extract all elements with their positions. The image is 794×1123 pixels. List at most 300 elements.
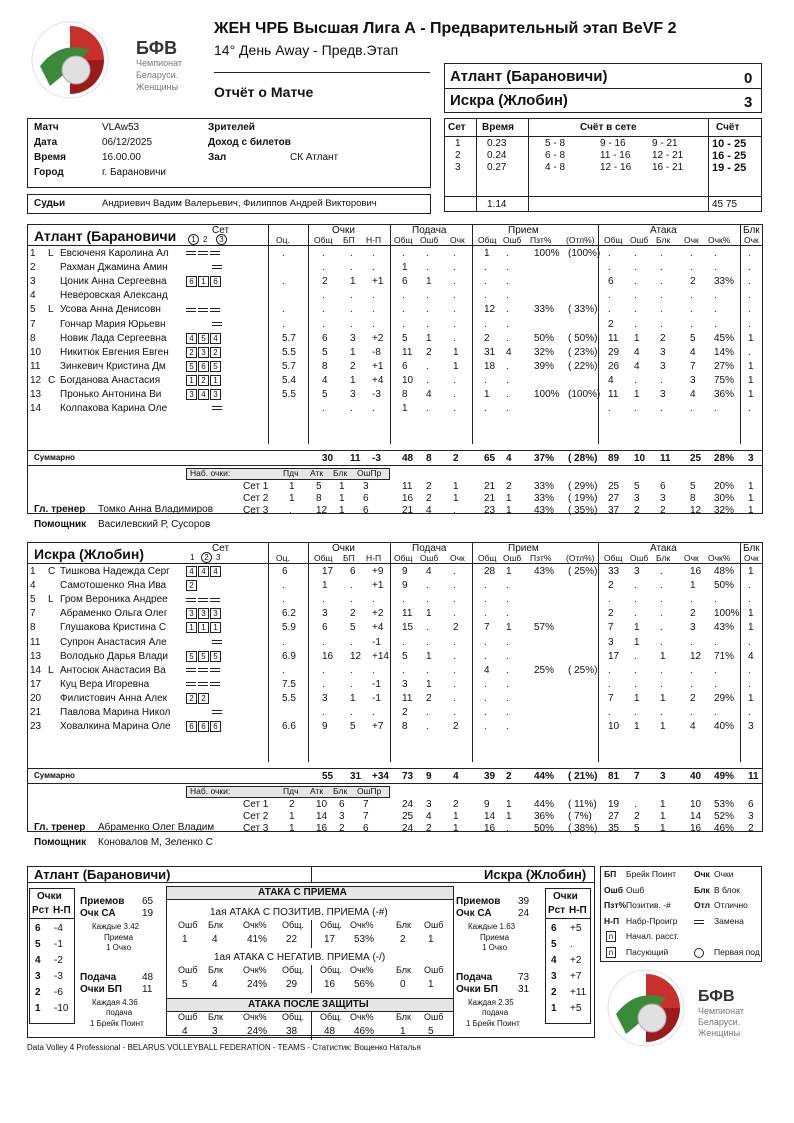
player-attack: 7: [690, 360, 696, 372]
set-positions: [186, 347, 222, 358]
rule: [390, 224, 391, 444]
set-row-points: 10: [316, 799, 328, 810]
summary-serve: 4: [453, 771, 459, 782]
player-serve: .: [453, 262, 456, 274]
col-err: Ошб: [420, 553, 439, 563]
player-points: 8: [322, 360, 328, 372]
player-attack: .: [634, 678, 637, 690]
player-reception: .: [506, 403, 509, 415]
stat-note: 1 Брейк Поинт: [466, 1019, 520, 1028]
player-reception: 1: [506, 566, 512, 577]
rule: [308, 542, 309, 762]
match-info-value2: СК Атлант: [290, 152, 339, 163]
player-reception: .: [484, 608, 487, 620]
set-final-score: 10 - 25: [712, 138, 747, 150]
set-row-points: 2: [289, 799, 295, 810]
substitution-mark: [694, 920, 704, 924]
player-serve: 2: [426, 346, 432, 358]
set-score-21: 16 - 21: [652, 162, 684, 173]
set-positions: [186, 721, 222, 732]
player-attack: .: [714, 403, 717, 415]
set-positions: [186, 262, 224, 273]
player-number: 13: [30, 389, 42, 400]
set-positions: [186, 693, 210, 704]
set-row-attack: 5: [634, 823, 640, 834]
player-attack: .: [690, 318, 693, 330]
player-serve: 5: [402, 650, 408, 662]
set-row-points: 8: [316, 493, 322, 504]
starting-position: 4: [186, 333, 197, 344]
stat-label: Подача: [456, 972, 493, 983]
set-positions: [186, 403, 224, 414]
set-row-reception: 23: [484, 505, 496, 516]
rotation-value: -4: [54, 923, 63, 934]
player-attack: 16: [690, 566, 702, 577]
player-number: 14: [30, 664, 42, 676]
player-name: Куц Вера Игоревна: [60, 678, 150, 690]
set-number: 1: [455, 138, 461, 149]
player-points: 5: [322, 346, 328, 358]
player-rating: 6.6: [282, 721, 296, 733]
col-attack: Атака: [650, 225, 677, 236]
col-np: Н-П: [366, 235, 382, 245]
summary-points: +34: [372, 771, 389, 782]
player-attack: 14%: [714, 346, 735, 358]
stat-note: Каждая 2.35: [468, 998, 514, 1007]
player-name: Филистович Анна Алек: [60, 692, 168, 704]
player-number: 12: [30, 374, 42, 386]
col-ptspct: Очк%: [708, 235, 731, 245]
set-row-attack: 53%: [714, 799, 735, 810]
player-points: 16: [322, 650, 334, 662]
sets-table-header: Счёт: [716, 122, 740, 133]
stat-label: Очки БП: [456, 984, 498, 995]
stat-note: подача: [106, 1008, 133, 1017]
starting-position: 1: [198, 622, 209, 633]
player-attack: .: [608, 678, 611, 690]
attack-value: 1: [428, 979, 434, 990]
player-serve: 1: [426, 332, 432, 344]
starting-position: 6: [210, 276, 221, 287]
attack-header: Блк: [396, 920, 411, 930]
set-row-points: 5: [316, 481, 322, 492]
set-row-serve: 21: [402, 505, 414, 516]
player-rating: .: [282, 318, 285, 330]
col-err: Ошб: [630, 553, 649, 563]
set-positions: [186, 608, 222, 619]
starting-position: 3: [198, 608, 209, 619]
set-row-attack: 2: [660, 505, 666, 516]
player-block: 1: [748, 692, 754, 704]
player-rating: .: [282, 594, 285, 606]
set-row-reception: ( 7%): [568, 811, 592, 822]
stat-label: Очк СА: [456, 908, 492, 919]
player-reception: 100%: [534, 389, 560, 400]
player-block: .: [748, 580, 751, 592]
substitute-mark: [186, 682, 196, 686]
player-reception: 4: [506, 346, 512, 358]
player-number: 11: [30, 360, 41, 372]
summary-attack: 3: [660, 771, 666, 782]
player-rating: .: [282, 276, 285, 288]
set-row-reception: 14: [484, 811, 496, 822]
col-err: Ошб: [503, 553, 522, 563]
stat-label: Приемов: [456, 896, 501, 907]
player-points: 2: [322, 276, 328, 288]
col-total: Общ: [478, 235, 497, 245]
attack-header: Блк: [396, 1012, 411, 1022]
starting-position: 6: [186, 721, 197, 732]
player-name: Богданова Анастасия: [60, 374, 161, 386]
set-row-reception: ( 35%): [568, 505, 598, 516]
set-row-attack: 52%: [714, 811, 735, 822]
set-row-attack: 3: [634, 493, 640, 504]
attack-value: 17: [324, 934, 336, 945]
summary-label: Суммарно: [34, 453, 75, 462]
substitute-mark: [198, 682, 208, 686]
set-row-reception: 1: [506, 505, 512, 516]
player-rating: .: [282, 580, 285, 592]
attack-value: 0: [400, 979, 406, 990]
starting-position: 6: [198, 361, 209, 372]
player-serve: .: [453, 248, 456, 259]
set-score-21: 12 - 21: [652, 150, 684, 161]
set-row-points: 1: [289, 493, 295, 504]
player-rating: 5.5: [282, 389, 296, 400]
player-number: 3: [30, 276, 36, 288]
starting-position: 5: [210, 651, 221, 662]
player-reception: .: [506, 678, 509, 690]
player-attack: .: [660, 318, 663, 330]
set-row-reception: ( 11%): [568, 799, 597, 810]
set-row-points: 16: [316, 823, 328, 834]
summary-reception: 2: [506, 771, 512, 782]
rotation-value: .: [570, 939, 573, 950]
set-positions: [186, 375, 222, 386]
player-reception: .: [506, 276, 509, 288]
player-points: .: [372, 664, 375, 676]
col-serve: Подача: [412, 225, 447, 236]
set-row-reception: 9: [484, 799, 490, 810]
attack-value: 4: [182, 1026, 188, 1037]
player-attack: .: [690, 262, 693, 274]
set-mark: 3: [216, 234, 227, 245]
set-row-points: 12: [316, 505, 328, 516]
player-attack: 33%: [714, 276, 735, 288]
player-reception: 7: [484, 622, 490, 634]
set-positions: [186, 707, 224, 718]
player-points: .: [372, 403, 375, 415]
attack-value: 4: [212, 934, 218, 945]
player-rating: 5.7: [282, 332, 296, 344]
rule: [311, 920, 312, 948]
starting-position: 3: [210, 608, 221, 619]
player-attack: .: [690, 248, 693, 259]
player-attack: 12: [690, 650, 702, 662]
coach-name: Абраменко Олег Владим: [98, 822, 215, 833]
player-block: .: [748, 636, 751, 648]
logo-title-bottom: БФВ: [698, 988, 735, 1005]
player-number: 10: [30, 346, 42, 358]
player-reception: .: [506, 692, 509, 704]
player-number: 5: [30, 594, 36, 606]
footer-text: Data Volley 4 Professional - BELARUS VOLLEYBALL FEDERATION - TEAMS - Статистик: Вощенко Наталья: [27, 1043, 421, 1052]
score-team-a: Атлант (Барановичи): [450, 68, 608, 85]
player-serve: .: [402, 594, 405, 606]
set-points-label: Наб. очки:: [190, 468, 231, 478]
set-row-reception: 1: [506, 799, 512, 810]
rotation-title: Очки: [553, 891, 578, 902]
player-rating: 6.9: [282, 650, 296, 662]
player-reception: 18: [484, 360, 496, 372]
set-row-reception: 1: [506, 811, 512, 822]
summary-serve: 8: [426, 453, 432, 464]
player-reception: 57%: [534, 622, 555, 634]
col-bp: БП: [343, 235, 355, 245]
set-row-points: 1: [339, 505, 345, 516]
player-attack: 11: [608, 332, 619, 344]
set-points-header: Пдч: [283, 468, 299, 478]
player-attack: .: [608, 290, 611, 302]
attack-header: Общ.: [282, 1012, 305, 1022]
summary-label: Суммарно: [34, 771, 75, 780]
player-attack: .: [634, 276, 637, 288]
player-points: .: [350, 290, 353, 302]
player-block: .: [748, 262, 751, 274]
player-points: .: [350, 248, 353, 259]
attack-value: 1: [428, 934, 434, 945]
player-points: 5: [350, 721, 356, 733]
set-points-header: Атк: [310, 786, 324, 796]
player-serve: 6: [402, 276, 408, 288]
col-err: Ошб: [420, 235, 439, 245]
attack-value: 5: [182, 979, 188, 990]
rotation-value: +11: [570, 987, 587, 998]
player-points: .: [350, 664, 353, 676]
player-attack: .: [660, 262, 663, 274]
set-row-serve: 16: [402, 493, 414, 504]
player-role: L: [48, 304, 54, 316]
player-block: .: [748, 248, 751, 259]
summary-attack: 10: [634, 453, 646, 464]
match-info-value: г. Барановичи: [102, 167, 167, 178]
player-attack: 1: [634, 332, 640, 344]
set-positions: [186, 637, 224, 648]
col-total: Общ: [314, 553, 333, 563]
player-attack: 3: [690, 374, 696, 386]
player-block: 1: [748, 374, 754, 386]
col-block: Блк: [743, 543, 760, 554]
set-row-label: Сет 3: [243, 505, 269, 516]
attack-header: Общ.: [282, 920, 305, 930]
legend-key2: Отл: [694, 900, 711, 910]
summary-attack: 81: [608, 771, 620, 782]
player-points: .: [372, 248, 375, 259]
col-pos: Пзт%: [530, 235, 552, 245]
stat-value: 19: [142, 908, 154, 919]
player-attack: 2: [690, 608, 696, 620]
attack-value: 46%: [354, 1026, 375, 1037]
player-serve: 2: [402, 707, 408, 718]
player-points: -1: [372, 636, 381, 648]
attack-value: 16: [324, 979, 336, 990]
attack-header: Блк: [208, 965, 223, 975]
attack-value: 24%: [247, 1026, 268, 1037]
substitute-mark: [212, 710, 222, 714]
player-points: .: [372, 304, 375, 316]
attack-value: 3: [212, 1026, 218, 1037]
bottom-team-b: Искра (Жлобин): [484, 867, 587, 882]
player-block: .: [748, 318, 751, 330]
rule: [476, 118, 477, 212]
rotation-number: 2: [551, 987, 557, 998]
stat-note: 1 Очко: [482, 943, 508, 952]
player-attack: .: [714, 304, 717, 316]
rule: [444, 136, 762, 137]
player-attack: .: [660, 580, 663, 592]
player-number: 7: [30, 318, 36, 330]
player-serve: .: [426, 664, 429, 676]
stat-note: Приема: [104, 933, 134, 942]
player-name: Володько Дарья Влади: [60, 650, 168, 662]
player-attack: .: [660, 248, 663, 259]
player-serve: .: [402, 290, 405, 302]
legend-desc2: Первая под: [714, 946, 760, 957]
starting-position: 2: [210, 347, 221, 358]
legend-desc2: Очки: [714, 869, 734, 879]
player-serve: .: [402, 304, 405, 316]
player-block: .: [748, 304, 751, 316]
legend-key2: Блк: [694, 884, 710, 895]
set-row-points: 6: [339, 799, 345, 810]
summary-reception: ( 28%): [568, 453, 598, 464]
col-pts: Очк: [684, 235, 699, 245]
player-serve: .: [453, 594, 456, 606]
logo-line1-bottom: Чемпионат: [698, 1006, 744, 1016]
player-number: 4: [30, 290, 36, 302]
attack-value: 22: [286, 934, 298, 945]
player-serve: .: [426, 360, 429, 372]
attack-header: Ошб: [424, 920, 444, 930]
player-name: Гром Вероника Андрее: [60, 594, 168, 606]
player-serve: .: [426, 262, 429, 274]
player-attack: .: [660, 566, 663, 577]
set-time: 0.23: [487, 138, 507, 149]
stat-label: Очк СА: [80, 908, 116, 919]
page-title: ЖЕН ЧРБ Высшая Лига А - Предварительный этап BeVF 2: [214, 20, 677, 37]
player-serve: 6: [402, 360, 408, 372]
set-positions: [186, 333, 222, 344]
starting-position: 4: [210, 566, 221, 577]
starting-position: 3: [186, 389, 197, 400]
set-points-header: Блк: [333, 786, 348, 796]
rule: [740, 224, 741, 444]
player-points: .: [322, 664, 325, 676]
player-number: 14: [30, 403, 42, 415]
rule: [472, 542, 473, 762]
player-serve: 11: [402, 608, 413, 620]
player-points: .: [350, 594, 353, 606]
substitute-mark: [198, 598, 208, 602]
player-points: .: [350, 678, 353, 690]
player-points: .: [372, 290, 375, 302]
set-row-block: 2: [748, 823, 754, 834]
player-serve: 1: [453, 360, 459, 372]
player-points: .: [322, 318, 325, 330]
player-attack: .: [660, 403, 663, 415]
player-serve: .: [453, 318, 456, 330]
player-points: 3: [322, 692, 328, 704]
player-attack: .: [690, 707, 693, 718]
starting-position: 1: [198, 276, 209, 287]
attack-header: Ошб: [424, 1012, 444, 1022]
set-time: 0.27: [487, 162, 507, 173]
match-info-label: Город: [34, 167, 64, 178]
starting-position: 6: [186, 276, 197, 287]
player-attack: .: [634, 262, 637, 274]
player-serve: 1: [426, 678, 432, 690]
rotation-col: Рст: [32, 905, 50, 916]
player-serve: .: [426, 403, 429, 415]
player-attack: .: [660, 608, 663, 620]
substitute-mark: [210, 668, 220, 672]
player-reception: .: [506, 594, 509, 606]
player-attack: 71%: [714, 650, 735, 662]
player-attack: .: [690, 290, 693, 302]
set-row-block: 3: [748, 811, 754, 822]
player-points: 3: [350, 332, 356, 344]
set-positions: [186, 594, 222, 605]
player-points: -1: [372, 692, 381, 704]
player-name: Глушакова Кристина С: [60, 622, 167, 634]
stat-value: 24: [518, 908, 530, 919]
player-number: 23: [30, 721, 42, 733]
rotation-col: Н-П: [569, 905, 587, 916]
col-points: Очки: [332, 225, 355, 236]
set-final-score: 19 - 25: [712, 162, 747, 174]
sets-table-header: Счёт в сете: [580, 122, 637, 133]
set-points-header: ОшПр: [357, 786, 382, 796]
summary-points: 31: [350, 771, 362, 782]
attack-header: Очк%: [243, 1012, 267, 1022]
summary-serve: 2: [453, 453, 459, 464]
player-serve: .: [453, 566, 456, 577]
rule: [472, 224, 473, 444]
player-points: 12: [350, 650, 362, 662]
player-reception: 1: [484, 389, 490, 400]
player-attack: .: [608, 664, 611, 676]
player-serve: .: [453, 707, 456, 718]
player-attack: .: [690, 594, 693, 606]
set-row-points: 7: [363, 811, 369, 822]
player-points: 3: [322, 608, 328, 620]
player-block: 3: [748, 721, 754, 733]
substitute-mark: [210, 308, 220, 312]
sets-table-header: Сет: [448, 122, 466, 133]
rule: [268, 542, 269, 762]
referees-label: Судьи: [34, 198, 66, 209]
player-points: .: [350, 580, 353, 592]
set-row-reception: 44%: [534, 799, 555, 810]
attack-header: Блк: [396, 965, 411, 975]
assistant-label: Помощник: [34, 837, 87, 848]
stat-note: 1 Очко: [106, 943, 132, 952]
set-score-21: 9 - 21: [652, 138, 678, 149]
set-points-label: Наб. очки:: [190, 786, 231, 796]
set-row-attack: 27: [608, 811, 620, 822]
set-row-reception: .: [506, 823, 509, 834]
logo-line3-bottom: Женщины: [698, 1028, 741, 1038]
